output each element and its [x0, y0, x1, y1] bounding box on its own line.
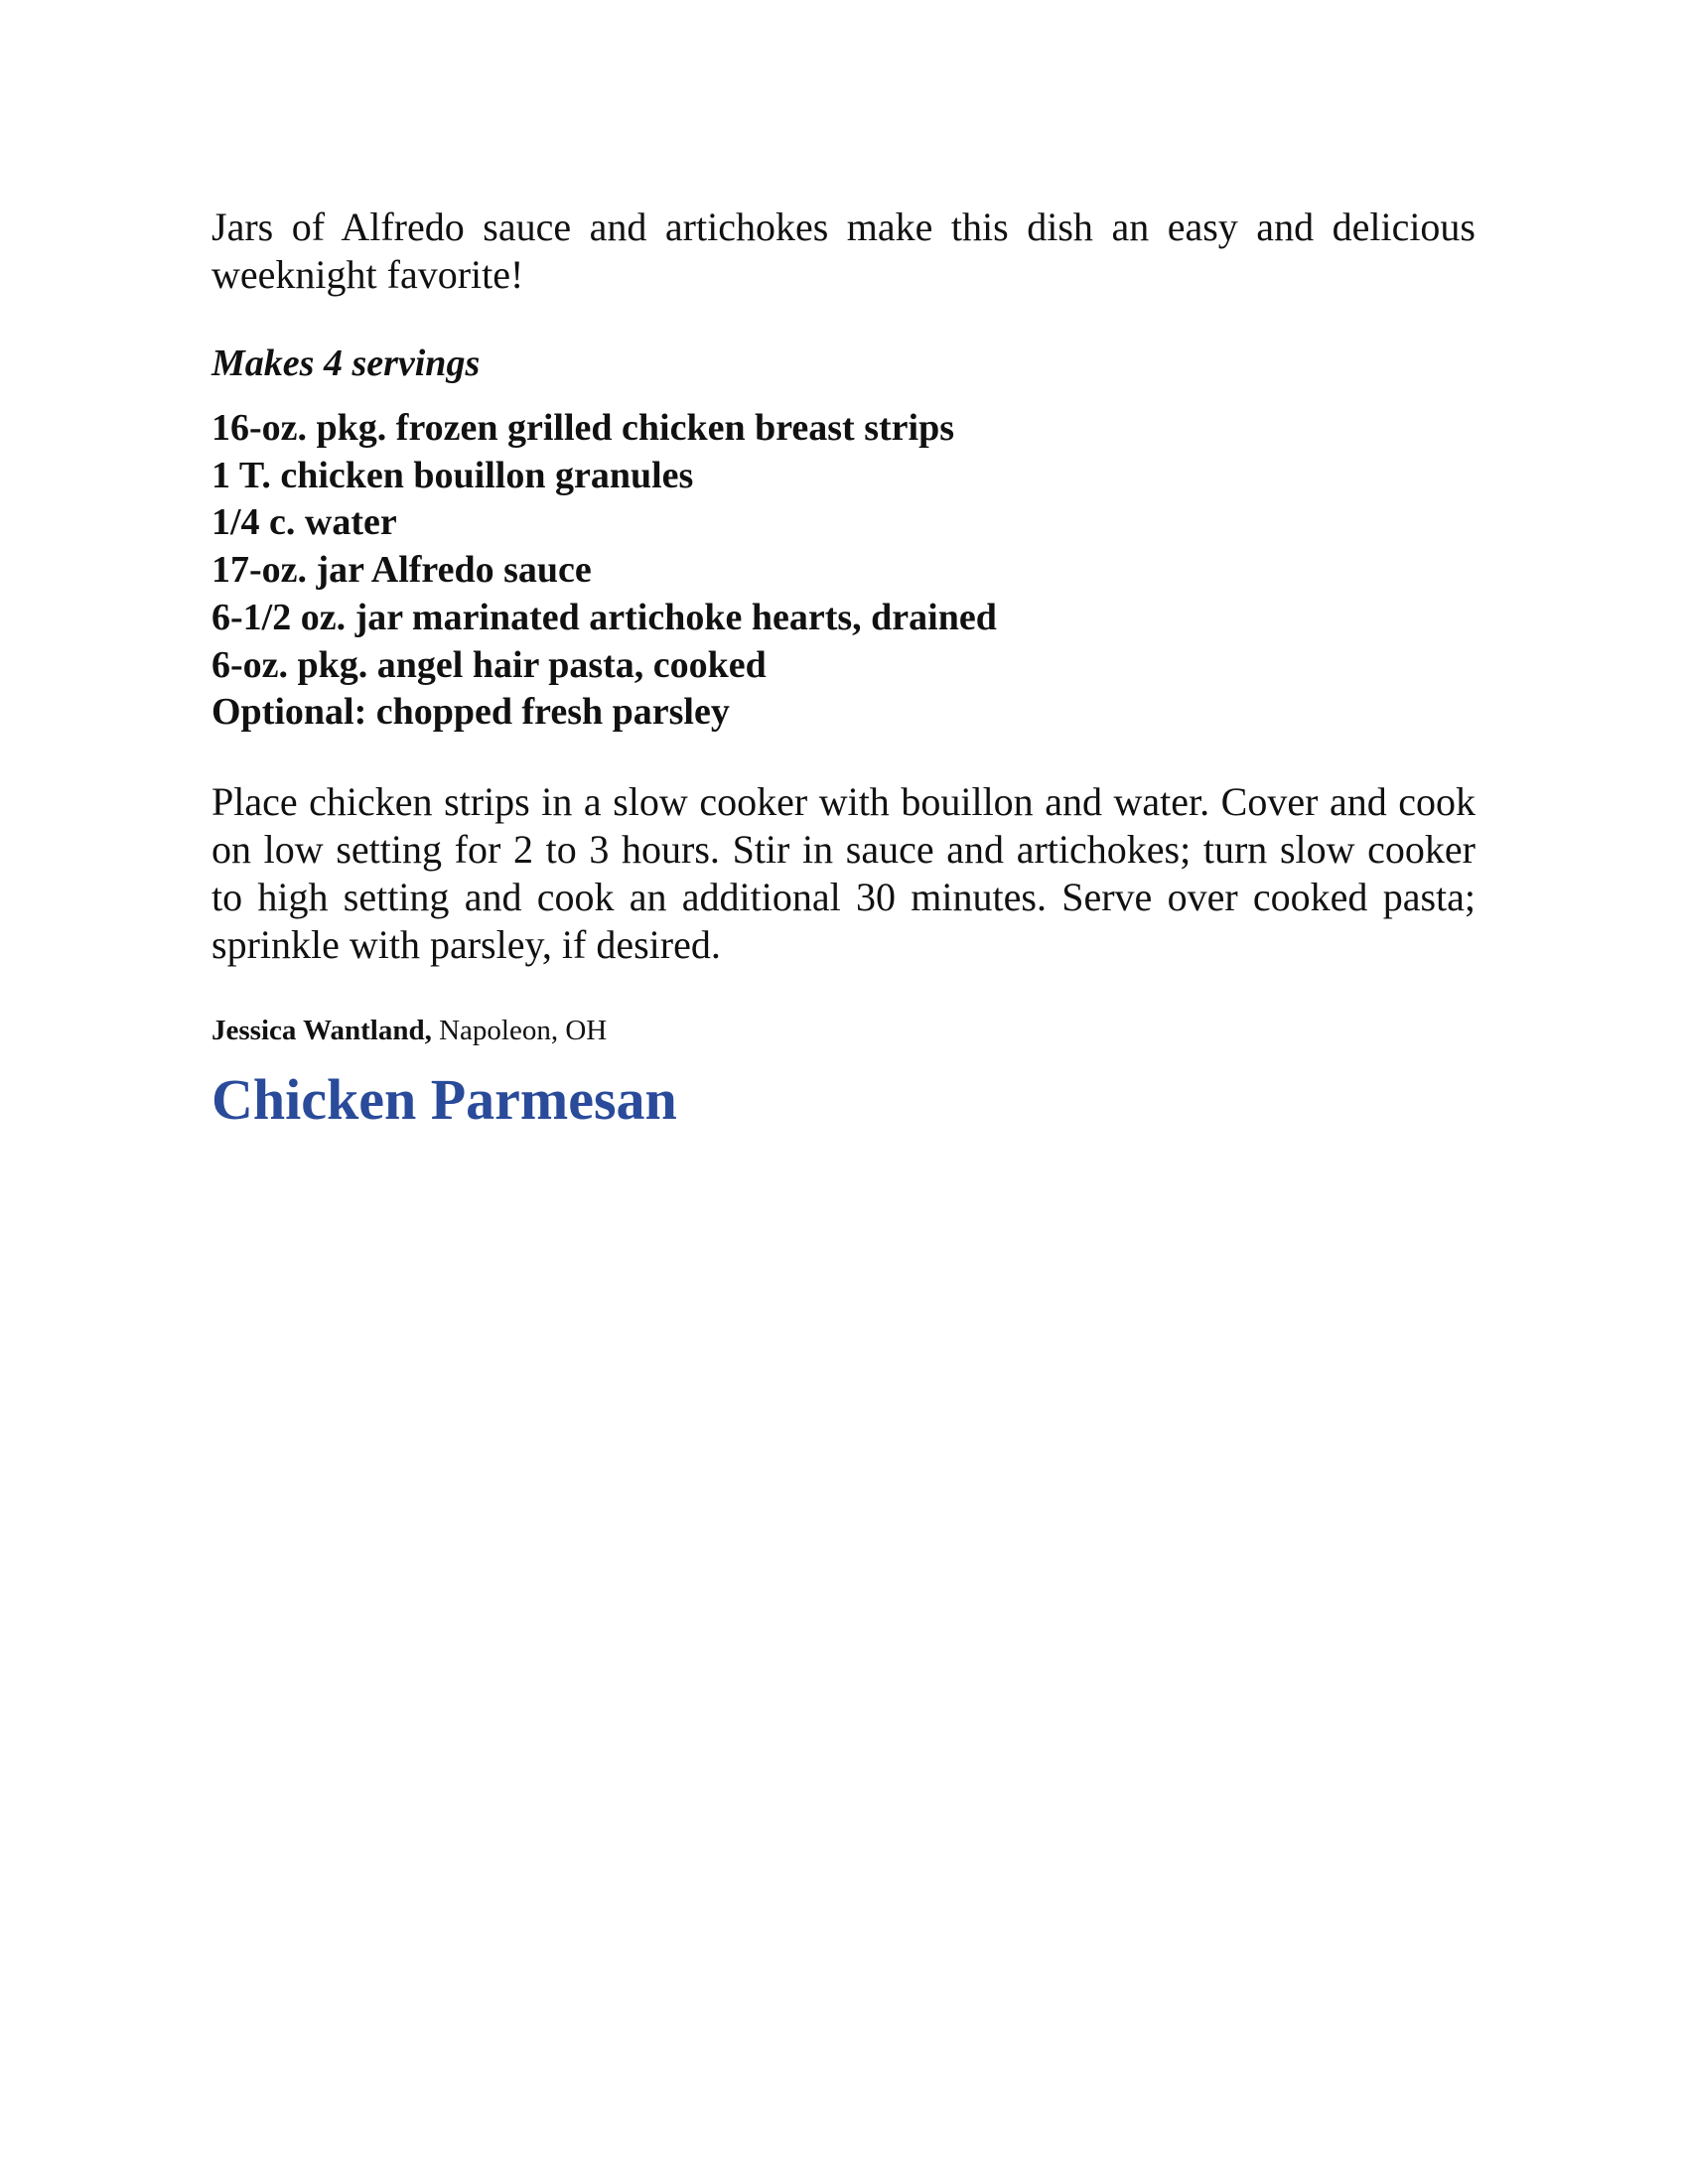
- ingredient-item: Optional: chopped fresh parsley: [211, 691, 730, 734]
- ingredient-list: [211, 405, 1476, 737]
- ingredient-item: 6-1/2 oz. jar marinated artichoke hearts, drained: [211, 596, 997, 638]
- ingredient-item: 1 T. chicken bouillon granules: [211, 454, 694, 496]
- ingredient-item: 16-oz. pkg. frozen grilled chicken breast strips: [211, 407, 954, 449]
- recipe-directions: Place chicken strips in a slow cooker with bouillon and water. Cover and cook on low setting for 2 to 3 hours. Stir in sauce and artichokes; turn slow cooker to high setting and cook an additional 30 minutes. Serve over cooked pasta; sprinkle with parsley, if desired.: [211, 778, 1476, 967]
- author-location: Napoleon, OH: [439, 1014, 608, 1046]
- recipe-servings: Makes 4 servings: [211, 342, 481, 384]
- recipe-attribution: [211, 1013, 1476, 1048]
- author-name: Jessica Wantland,: [211, 1014, 432, 1046]
- ingredient-item: 6-oz. pkg. angel hair pasta, cooked: [211, 643, 767, 686]
- next-recipe-title: Chicken Parmesan: [211, 1066, 677, 1132]
- recipe-intro: Jars of Alfredo sauce and artichokes make this dish an easy and delicious weeknight favorite!: [211, 205, 1476, 297]
- recipe-page: [211, 204, 1476, 1134]
- ingredient-item: 17-oz. jar Alfredo sauce: [211, 549, 592, 592]
- ingredient-item: 1/4 c. water: [211, 501, 397, 544]
